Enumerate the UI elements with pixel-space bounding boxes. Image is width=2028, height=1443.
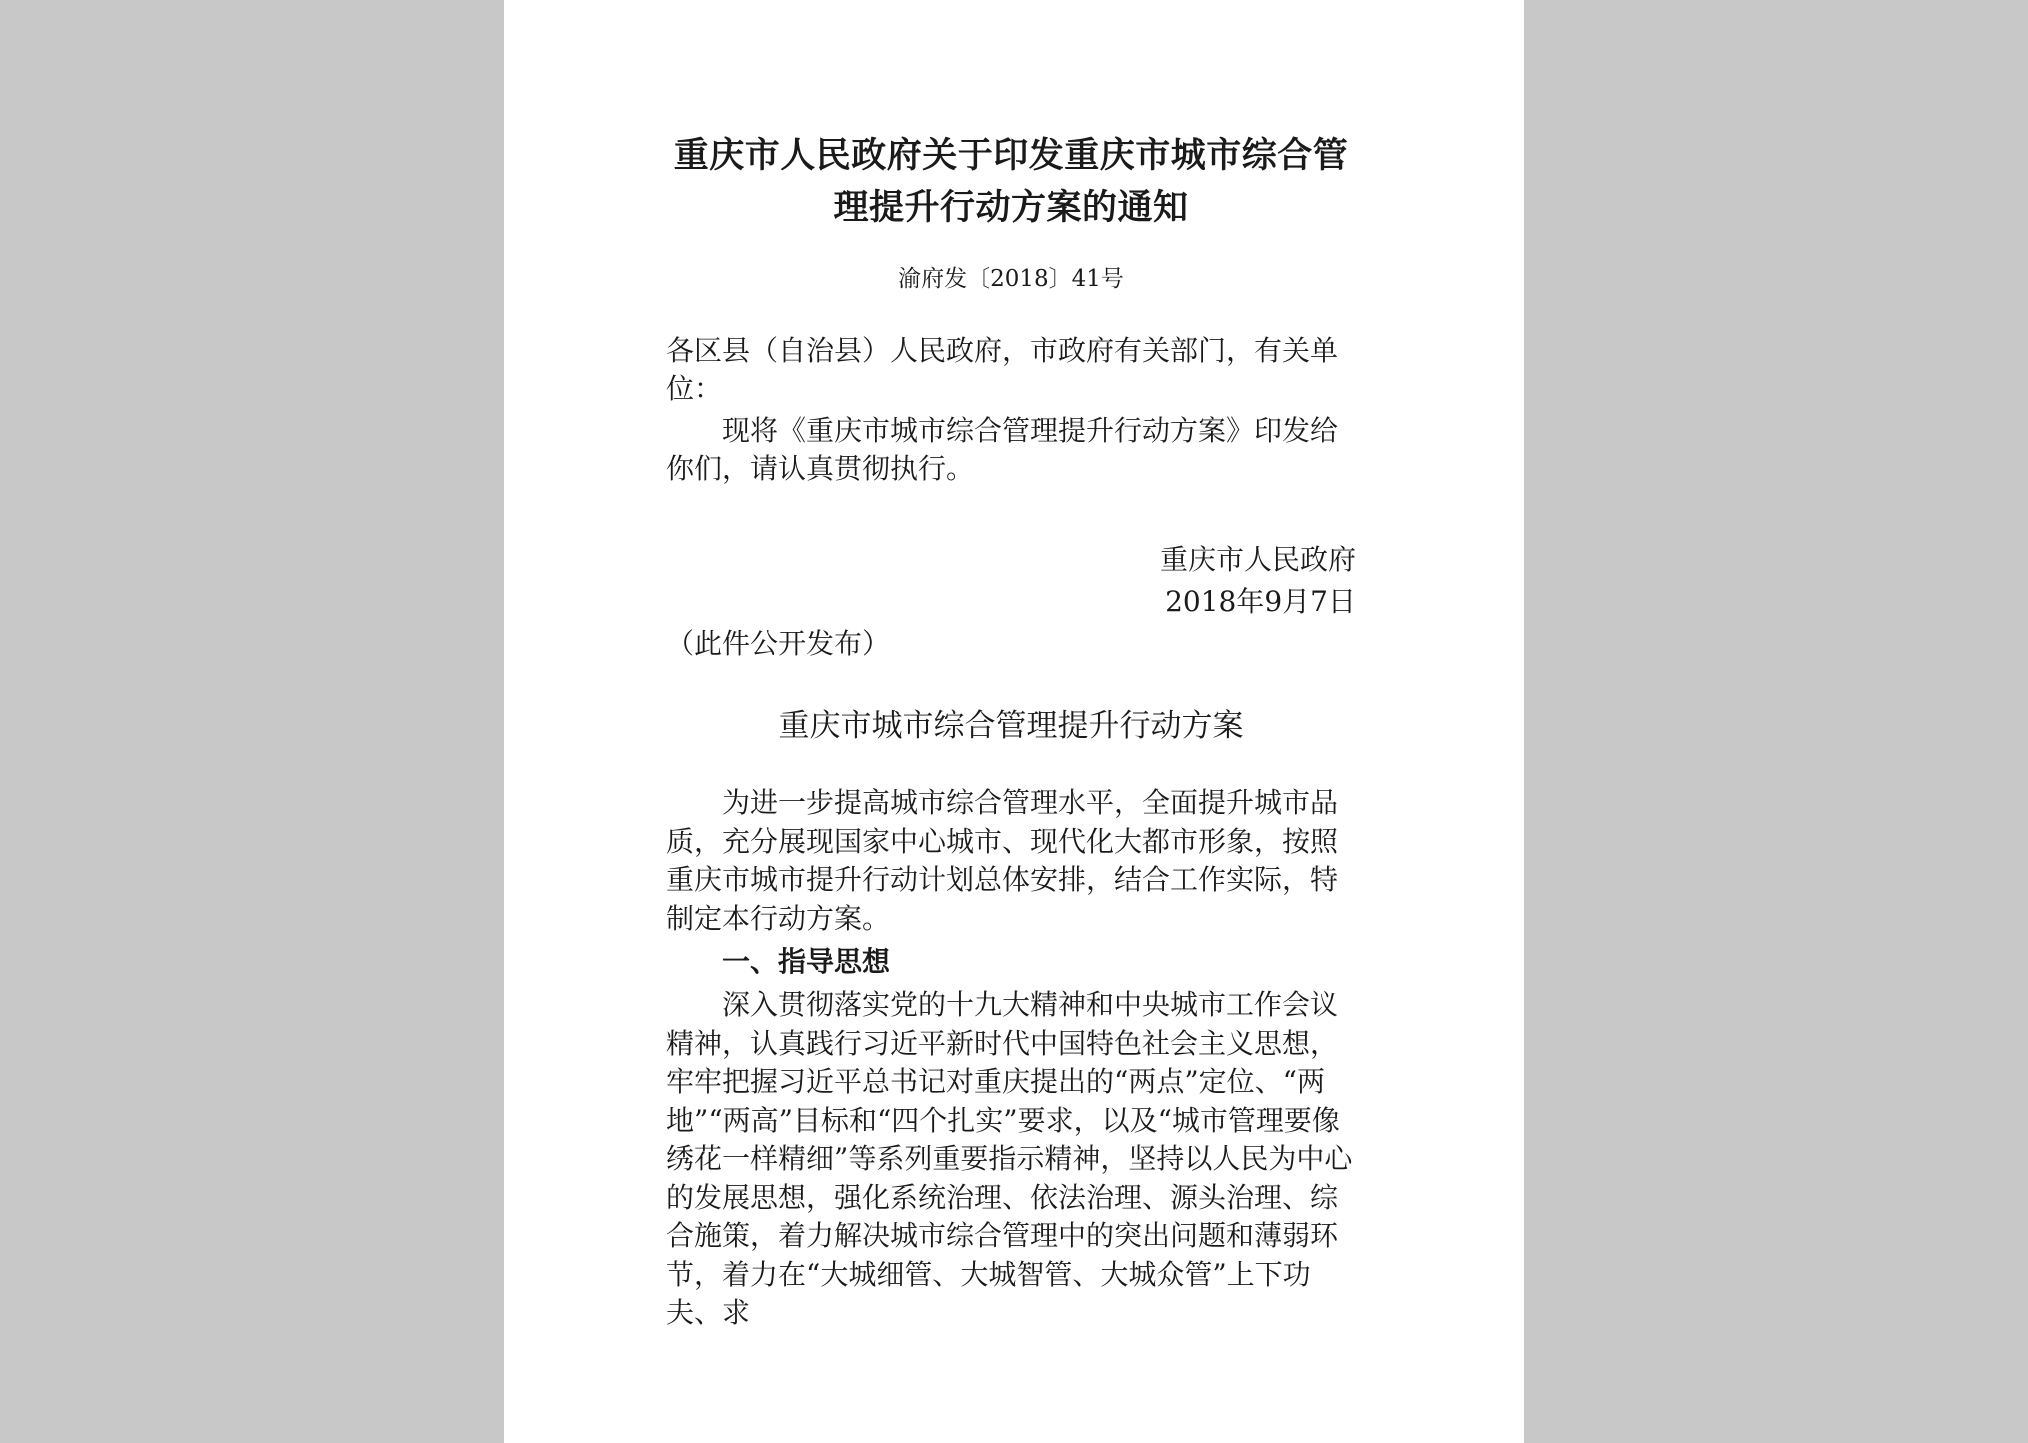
document-title: 重庆市人民政府关于印发重庆市城市综合管理提升行动方案的通知 [673, 135, 1349, 228]
notice-body: 现将《重庆市城市综合管理提升行动方案》印发给你们，请认真贯彻执行。 [666, 414, 1339, 485]
signature-date: 2018年9月7日 [1165, 585, 1356, 618]
plan-intro: 为进一步提高城市综合管理水平，全面提升城市品质，充分展现国家中心城市、现代化大都市形象，按照重庆市城市提升行动计划总体安排，结合工作实际，特制定本行动方案。 [666, 786, 1339, 935]
plan-title: 重庆市城市综合管理提升行动方案 [778, 708, 1244, 744]
document-number: 渝府发〔2018〕41号 [898, 266, 1124, 292]
addressee: 各区县（自治县）人民政府，市政府有关部门，有关单位： [666, 334, 1339, 405]
signature-organization: 重庆市人民政府 [1159, 543, 1356, 576]
publish-note: （此件公开发布） [666, 627, 891, 660]
document-content [666, 130, 1356, 1333]
document-page [504, 0, 1524, 1443]
section-text-guiding-ideology: 深入贯彻落实党的十九大精神和中央城市工作会议精神，认真践行习近平新时代中国特色社会主义思想，牢牢把握习近平总书记对重庆提出的“两点”定位、“两地”“两高”目标和“四个扎实”要求，以及“城市管理要像绣花一样精细”等系列重要指示精神，坚持以人民为中心的发展思想，强化系统治理、依法治理、源头治理、综合施策，着力解决城市综合管理中的突出问题和薄弱环节，着力在“大城细管、大城智管、大城众管”上下功夫、求 [666, 988, 1353, 1329]
section-heading-guiding-ideology: 一、指导思想 [722, 945, 891, 978]
